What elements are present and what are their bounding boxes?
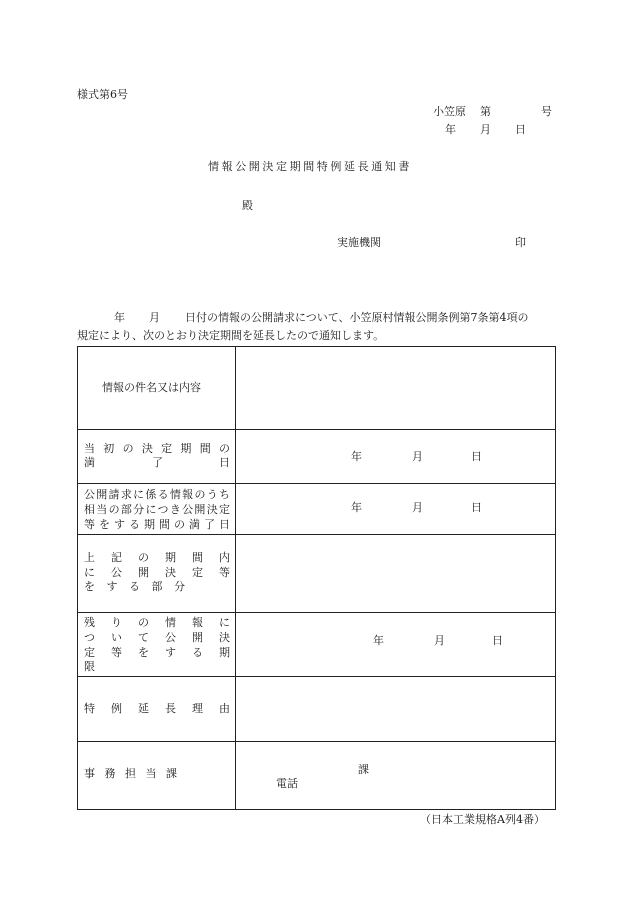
date-year: 年 bbox=[351, 450, 362, 463]
notice-table bbox=[77, 346, 556, 810]
phone-label: 電話 bbox=[276, 777, 298, 790]
section-suffix: 課 bbox=[358, 763, 369, 776]
document-title: 情報公開決定期間特例延長通知書 bbox=[208, 160, 412, 173]
date-month: 月 bbox=[434, 634, 445, 647]
row-partial-deadline-value bbox=[236, 484, 555, 534]
date-year: 年 bbox=[351, 501, 362, 514]
row-responsible-section-label-cell bbox=[78, 742, 236, 809]
form-number: 様式第6号 bbox=[77, 88, 128, 101]
row-remaining-deadline-label-b: つ い て 公 開 決 bbox=[84, 631, 230, 644]
date-month: 月 bbox=[412, 501, 423, 514]
row-remaining-deadline-label-d: 限 bbox=[84, 660, 95, 673]
header-date-year: 年 bbox=[445, 123, 456, 136]
row-partial-deadline-label-b: 相当の部分につき公開決定 bbox=[84, 503, 230, 516]
row-extension-reason-value bbox=[236, 677, 555, 741]
paper-size-note: （日本工業規格A列4番） bbox=[420, 813, 545, 826]
row-partial-disclosure-label-c: を す る 部 分 bbox=[84, 580, 186, 593]
agency-label: 実施機関 bbox=[337, 236, 381, 249]
body-text-line1: 日付の情報の公開請求について、小笠原村情報公開条例第7条第4項の bbox=[185, 311, 529, 324]
body-text-line2: 規定により、次のとおり決定期間を延長したので通知します。 bbox=[77, 329, 385, 342]
date-day: 日 bbox=[471, 501, 482, 514]
row-partial-disclosure-label-a: 上 記 の 期 間 内 bbox=[84, 551, 230, 564]
doc-number-go: 号 bbox=[541, 105, 552, 118]
row-partial-deadline-label-c: 等をする期間の満了日 bbox=[84, 518, 230, 531]
date-year: 年 bbox=[373, 634, 384, 647]
row-initial-deadline-value bbox=[236, 430, 555, 483]
row-remaining-deadline bbox=[78, 613, 555, 677]
row-extension-reason-label-cell bbox=[78, 677, 236, 741]
date-day: 日 bbox=[471, 450, 482, 463]
row-remaining-deadline-value bbox=[236, 613, 555, 676]
row-initial-deadline-label-b1: 満 bbox=[84, 456, 95, 469]
row-responsible-section-label: 事 務 担 当 課 bbox=[84, 767, 177, 780]
date-month: 月 bbox=[412, 450, 423, 463]
row-responsible-section bbox=[78, 742, 555, 809]
row-initial-deadline-label-b3: 日 bbox=[219, 456, 230, 469]
row-responsible-section-value bbox=[236, 742, 555, 809]
row-partial-disclosure-value bbox=[236, 535, 555, 612]
body-year: 年 bbox=[114, 311, 125, 324]
row-partial-deadline bbox=[78, 484, 555, 535]
row-initial-deadline-label-b2: 了 bbox=[152, 456, 163, 469]
date-day: 日 bbox=[492, 634, 503, 647]
header-date-month: 月 bbox=[480, 123, 491, 136]
row-subject-label-cell bbox=[78, 347, 236, 429]
row-partial-disclosure bbox=[78, 535, 555, 613]
row-initial-deadline bbox=[78, 430, 555, 484]
row-extension-reason bbox=[78, 677, 555, 742]
seal-mark: 印 bbox=[515, 236, 526, 249]
row-remaining-deadline-label-cell bbox=[78, 613, 236, 676]
row-remaining-deadline-label-a: 残 り の 情 報 に bbox=[84, 616, 230, 629]
doc-number-dai: 第 bbox=[480, 105, 491, 118]
row-partial-deadline-label-a: 公開請求に係る情報のうち bbox=[84, 488, 230, 501]
row-extension-reason-label: 特 例 延 長 理 由 bbox=[84, 702, 230, 715]
row-partial-deadline-label-cell bbox=[78, 484, 236, 534]
row-subject-value bbox=[236, 347, 555, 429]
row-partial-disclosure-label-b: に 公 開 決 定 等 bbox=[84, 566, 230, 579]
row-subject-label: 情報の件名又は内容 bbox=[102, 381, 201, 394]
row-initial-deadline-label-a: 当 初 の 決 定 期 間 の bbox=[84, 442, 230, 455]
row-remaining-deadline-label-c: 定 等 を す る 期 bbox=[84, 646, 230, 659]
doc-number-prefix: 小笠原 bbox=[433, 105, 466, 118]
header-date-day: 日 bbox=[515, 123, 526, 136]
row-subject bbox=[78, 347, 555, 430]
body-month: 月 bbox=[149, 311, 160, 324]
row-partial-disclosure-label-cell bbox=[78, 535, 236, 612]
row-initial-deadline-label-cell bbox=[78, 430, 236, 483]
addressee-suffix: 殿 bbox=[242, 199, 253, 212]
